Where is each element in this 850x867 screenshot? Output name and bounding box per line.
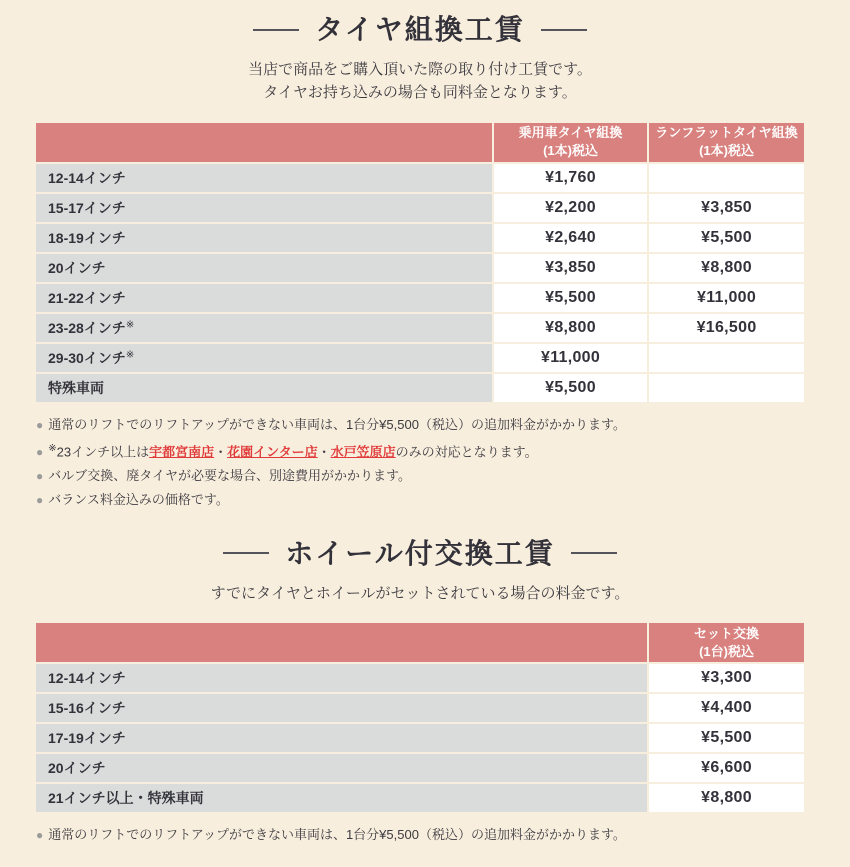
bullet-icon: ● [36,828,44,843]
header-set-line2: (1台)税込 [699,643,754,659]
price-passenger: ¥1,760 [493,163,648,193]
table-row [36,313,804,343]
table-row [36,163,804,193]
row-label: 12-14インチ [36,663,648,693]
section1-subtitle [36,58,804,105]
tire-mounting-price-table [36,123,804,404]
table2-header-row [36,623,804,663]
note-mark: ※ [125,348,135,360]
price-set: ¥8,800 [648,783,804,813]
table2-header-set-exchange [648,623,804,663]
header-set-line1: セット交換 [694,626,760,642]
price-set: ¥4,400 [648,693,804,723]
row-label: 23-28インチ※ [36,313,493,343]
table-row [36,373,804,403]
price-set: ¥6,600 [648,753,804,783]
row-label: 15-16インチ [36,693,648,723]
section1-notes [36,413,804,512]
row-label: 15-17インチ [36,193,493,223]
table1-header-empty [36,123,493,163]
title-dash-left [223,552,269,554]
price-runflat: ¥5,500 [648,223,804,253]
note-lift-surcharge: ● 通常のリフトでのリフトアップができない車両は、1台分¥5,500（税込）の追加料金がかかります。 [36,416,626,432]
note-store-availability: ● ※23インチ以上は宇都宮南店・花園インター店・水戸笠原店のみの対応となります。 [36,442,538,459]
bullet-icon: ● [36,492,44,507]
section2-title-text: ホイール付交換工賃 [285,537,555,569]
link-hanazono-inter-store[interactable]: 花園インター店 [227,443,318,459]
price-runflat: ¥3,850 [648,193,804,223]
table-row [36,343,804,373]
table-row [36,253,804,283]
header-passenger-line2: (1本)税込 [543,143,598,158]
price-passenger: ¥5,500 [493,373,648,403]
row-label: 21インチ以上・特殊車両 [36,783,648,813]
section-tire-mounting [36,12,804,512]
table1-header-runflat [648,123,804,163]
header-passenger-line1: 乗用車タイヤ組換 [518,125,623,141]
bullet-icon: ● [36,468,44,483]
section2-notes [36,823,804,847]
row-label: 12-14インチ [36,163,493,193]
row-label: 29-30インチ※ [36,343,493,373]
note-mark: ※ [125,318,135,330]
note-valve-disposal-fee: ● バルブ交換、廃タイヤが必要な場合、別途費用がかかります。 [36,467,411,483]
section1-title-text: タイヤ組換工賃 [315,14,525,45]
bullet-icon: ● [36,444,44,459]
section1-subtitle-line2: タイヤお持ち込みの場合も同料金となります。 [263,84,577,102]
link-mito-kasahara-store[interactable]: 水戸笠原店 [330,443,396,459]
row-label: 21-22インチ [36,283,493,313]
section1-subtitle-line1: 当店で商品をご購入頂いた際の取り付け工賃です。 [248,61,592,78]
price-passenger: ¥8,800 [493,313,648,343]
row-label: 20インチ [36,253,493,283]
price-passenger: ¥2,640 [493,223,648,253]
row-label: 20インチ [36,753,648,783]
section2-subtitle [36,582,804,605]
table-row [36,753,804,783]
price-runflat [648,163,804,193]
price-runflat: ¥8,800 [648,253,804,283]
table1-header-row [36,123,804,163]
price-passenger: ¥11,000 [493,343,648,373]
header-runflat-line2: (1本)税込 [699,143,754,158]
note-balance-included: ● バランス料金込みの価格です。 [36,491,229,507]
title-dash-left [253,29,299,31]
link-utsunomiya-minami-store[interactable]: 宇都宮南店 [149,443,215,459]
section-wheel-set-exchange [36,536,804,847]
section2-title [36,536,804,571]
price-passenger: ¥2,200 [493,193,648,223]
header-runflat-line1: ランフラットタイヤ組換 [655,125,798,141]
price-set: ¥3,300 [648,663,804,693]
price-passenger: ¥5,500 [493,283,648,313]
price-set: ¥5,500 [648,723,804,753]
bullet-icon: ● [36,417,44,432]
table-row [36,283,804,313]
note-asterisk-mark: ※ [48,442,57,454]
row-label: 17-19インチ [36,723,648,753]
price-runflat: ¥11,000 [648,283,804,313]
row-label: 18-19インチ [36,223,493,253]
price-runflat [648,373,804,403]
table-row [36,783,804,813]
table-row [36,663,804,693]
note-lift-surcharge: ● 通常のリフトでのリフトアップができない車両は、1台分¥5,500（税込）の追加料金がかかります。 [36,827,626,843]
table-row [36,723,804,753]
table2-header-empty [36,623,648,663]
price-runflat [648,343,804,373]
table-row [36,693,804,723]
table-row [36,193,804,223]
price-passenger: ¥3,850 [493,253,648,283]
section1-title [36,12,804,47]
table-row [36,223,804,253]
price-runflat: ¥16,500 [648,313,804,343]
section2-subtitle-line1: すでにタイヤとホイールがセットされている場合の料金です。 [210,584,630,602]
title-dash-right [571,552,617,554]
table1-header-passenger [493,123,648,163]
title-dash-right [541,29,587,31]
wheel-set-price-table [36,623,804,814]
row-label: 特殊車両 [36,373,493,403]
